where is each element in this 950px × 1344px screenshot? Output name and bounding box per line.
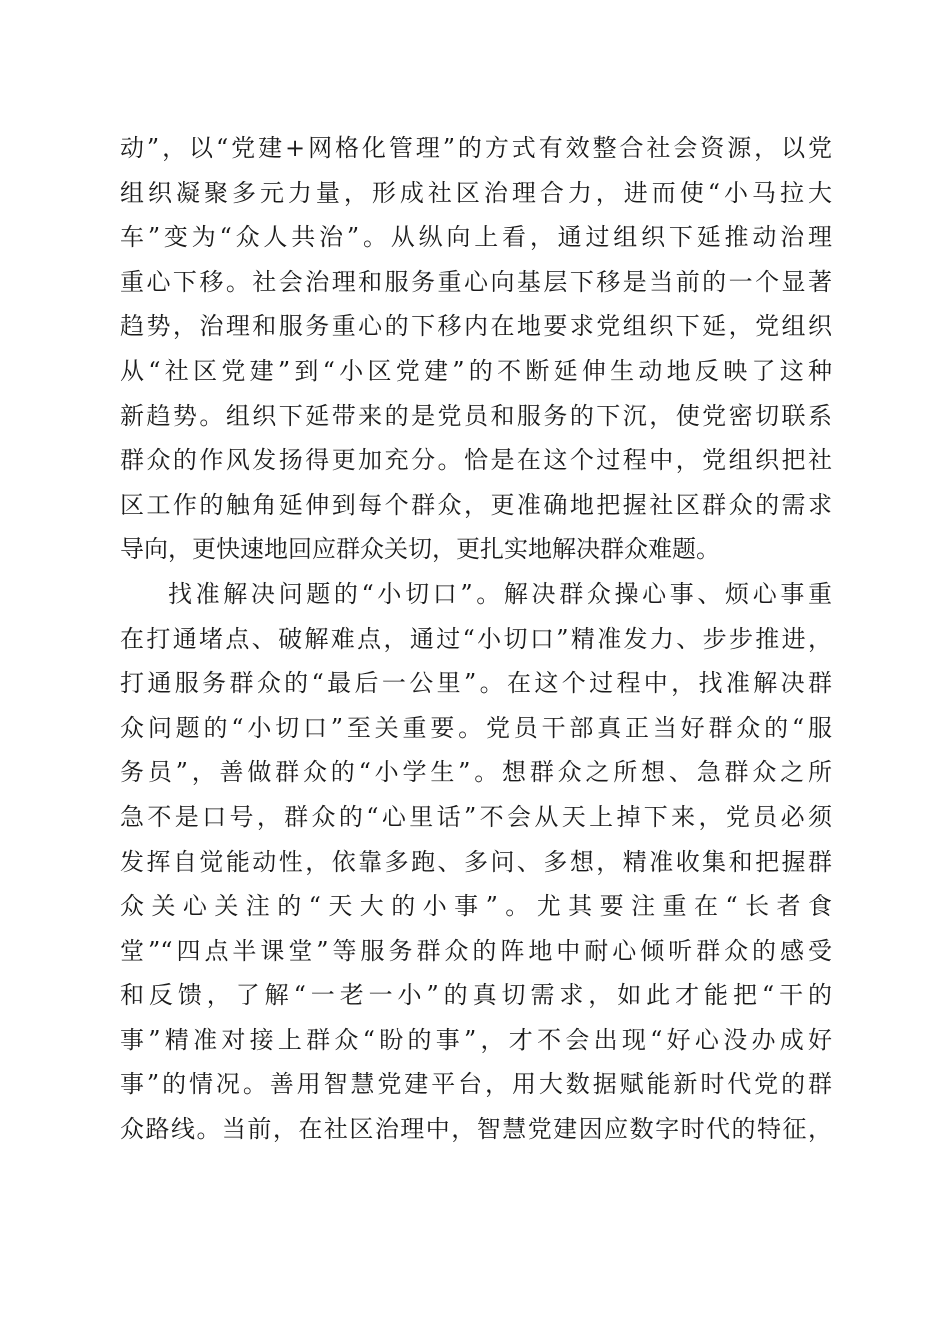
text-line: 找准解决问题的“小切口”。解决群众操心事、烦心事重	[168, 579, 832, 608]
text-line: 动”，以“党建+网格化管理”的方式有效整合社会资源，以党	[120, 134, 832, 162]
text-line: 堂”“四点半课堂”等服务群众的阵地中耐心倾听群众的感受	[120, 936, 832, 965]
text-line: 导向，更快速地回应群众关切，更扎实地解决群众难题。	[120, 535, 720, 564]
text-line: 和反馈，了解“一老一小”的真切需求，如此才能把“干的	[120, 981, 832, 1010]
text-line: 众问题的“小切口”至关重要。党员干部真正当好群众的“服	[120, 713, 832, 742]
text-line: 从“社区党建”到“小区党建”的不断延伸生动地反映了这种	[120, 356, 832, 385]
text-line: 新趋势。组织下延带来的是党员和服务的下沉，使党密切联系	[120, 401, 832, 430]
text-line: 急不是口号，群众的“心里话”不会从天上掉下来，党员必须	[120, 802, 832, 831]
text-line: 众路线。当前，在社区治理中，智慧党建因应数字时代的特征，	[120, 1115, 832, 1144]
text-line: 在打通堵点、破解难点，通过“小切口”精准发力、步步推进，	[120, 624, 832, 653]
text-line: 组织凝聚多元力量，形成社区治理合力，进而使“小马拉大	[120, 178, 832, 207]
text-line: 群众的作风发扬得更加充分。恰是在这个过程中，党组织把社	[120, 446, 832, 475]
text-line: 众关心关注的“天大的小事”。尤其要注重在“长者食	[120, 892, 832, 921]
text-line: 区工作的触角延伸到每个群众，更准确地把握社区群众的需求	[120, 490, 832, 519]
document-body	[120, 126, 832, 1152]
text-line: 务员”，善做群众的“小学生”。想群众之所想、急群众之所	[120, 758, 832, 787]
text-line: 趋势，治理和服务重心的下移内在地要求党组织下延，党组织	[120, 312, 832, 341]
text-line: 事”的情况。善用智慧党建平台，用大数据赋能新时代党的群	[120, 1070, 832, 1099]
text-line: 发挥自觉能动性，依靠多跑、多问、多想，精准收集和把握群	[120, 847, 832, 876]
paragraph-2	[120, 572, 832, 1152]
text-line: 打通服务群众的“最后一公里”。在这个过程中，找准解决群	[120, 669, 832, 698]
paragraph-1	[120, 126, 832, 572]
text-line: 重心下移。社会治理和服务重心向基层下移是当前的一个显著	[120, 267, 832, 296]
text-line: 车”变为“众人共治”。从纵向上看，通过组织下延推动治理	[120, 223, 832, 252]
text-line: 事”精准对接上群众“盼的事”，才不会出现“好心没办成好	[120, 1025, 832, 1054]
